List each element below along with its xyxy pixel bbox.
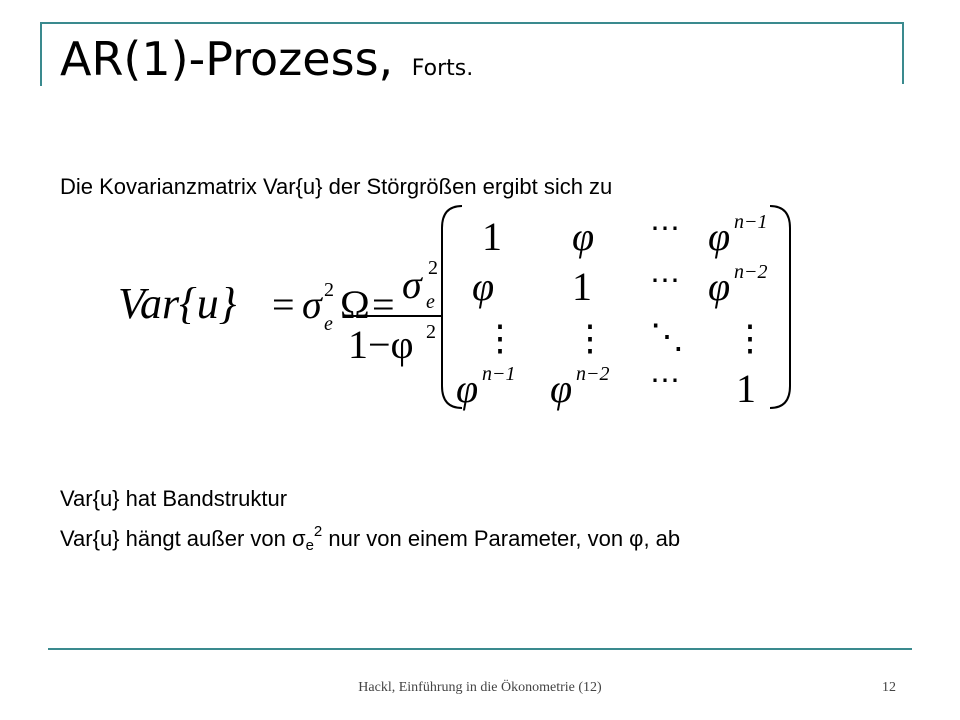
- fraction-num-sub: e: [426, 291, 435, 313]
- matrix-cell-2-4-exp: n−2: [734, 261, 768, 283]
- page-number: 12: [882, 680, 896, 695]
- formula-equals-2: =: [372, 282, 395, 327]
- intro-text: Die Kovarianzmatrix Var{u} der Störgrößen ergibt sich zu: [60, 174, 613, 199]
- matrix-cell-4-1-exp: n−1: [482, 363, 516, 385]
- matrix-cell-1-4-exp: n−1: [734, 211, 768, 233]
- text-parameter-sigma: σ: [291, 526, 306, 551]
- text-parameter-before: Var{u} hängt außer von: [60, 526, 292, 551]
- frame-right-line: [902, 22, 904, 84]
- text-parameter-sub: e: [305, 537, 314, 554]
- text-parameter-after: nur von einem Parameter, von φ, ab: [322, 526, 681, 551]
- matrix-cell-4-2: φ: [550, 366, 573, 411]
- formula-equals-1: =: [272, 282, 295, 327]
- text-parameter-sup: 2: [313, 523, 323, 540]
- matrix-cell-3-2: ⋮: [572, 318, 608, 358]
- matrix-cell-1-4: φ: [708, 214, 731, 259]
- footer-text: Hackl, Einführung in die Ökonometrie (12): [358, 680, 602, 695]
- matrix-cell-4-4: 1: [736, 366, 756, 411]
- text-parameter: [60, 524, 680, 553]
- matrix-cell-2-2: 1: [572, 264, 592, 309]
- formula-lhs: Var{u}: [118, 279, 237, 328]
- fraction-den: 1−φ: [348, 322, 414, 367]
- fraction-num-sup: 2: [428, 257, 438, 279]
- matrix-cell-2-4: φ: [708, 264, 731, 309]
- slide-title-sub: Forts.: [411, 56, 474, 81]
- matrix-cell-4-2-exp: n−2: [576, 363, 610, 385]
- covariance-formula: [110, 198, 800, 418]
- formula-sigma-1: σ: [302, 282, 322, 327]
- slide-title: [60, 32, 474, 86]
- matrix-cell-3-3: ⋱: [650, 319, 684, 356]
- matrix-right-bracket: [770, 206, 790, 408]
- matrix-cell-2-1: φ: [472, 264, 495, 309]
- matrix-cell-1-1: 1: [482, 214, 502, 259]
- fraction-num-sigma: σ: [402, 262, 422, 307]
- slide-title-main: AR(1)-Prozess,: [60, 32, 394, 86]
- matrix-cell-2-3: ⋯: [650, 264, 680, 297]
- frame-left-line: [40, 22, 42, 86]
- matrix-cell-3-1: ⋮: [482, 318, 518, 358]
- fraction-den-sup: 2: [426, 321, 436, 343]
- text-bandstruktur: Var{u} hat Bandstruktur: [60, 486, 288, 511]
- formula-sigma-1-sub: e: [324, 313, 333, 335]
- matrix-cell-1-2: φ: [572, 214, 595, 259]
- formula-sigma-1-sup: 2: [324, 279, 334, 301]
- footer-line: [48, 648, 912, 650]
- matrix-cell-4-1: φ: [456, 366, 479, 411]
- matrix-cell-1-3: ⋯: [650, 212, 680, 245]
- formula-omega: Ω: [340, 282, 370, 327]
- matrix-cell-3-4: ⋮: [732, 318, 768, 358]
- matrix-cell-4-3: ⋯: [650, 364, 680, 397]
- frame-top-line: [40, 22, 904, 24]
